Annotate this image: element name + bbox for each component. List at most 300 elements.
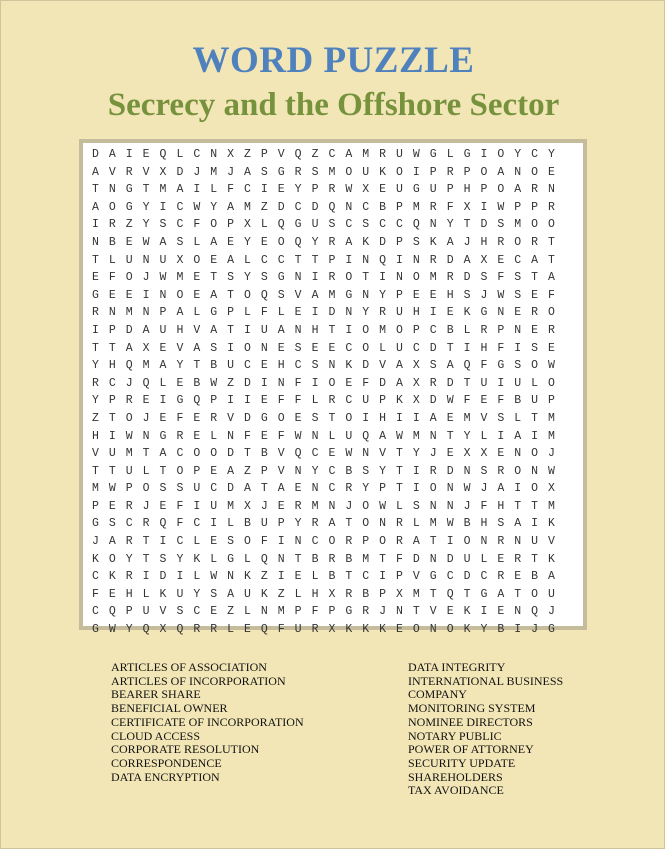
grid-letter[interactable]: U xyxy=(531,535,539,549)
grid-letter[interactable]: M xyxy=(548,411,555,425)
grid-letter[interactable]: I xyxy=(176,570,184,584)
grid-letter[interactable]: U xyxy=(362,394,370,408)
grid-letter[interactable]: Z xyxy=(311,148,319,161)
grid-letter[interactable]: E xyxy=(260,429,268,443)
grid-letter[interactable]: M xyxy=(429,271,437,285)
grid-letter[interactable]: H xyxy=(480,517,488,531)
grid-letter[interactable]: I xyxy=(480,200,488,214)
grid-letter[interactable]: N xyxy=(210,148,218,161)
grid-letter[interactable]: V xyxy=(548,535,555,549)
grid-letter[interactable]: P xyxy=(227,218,235,232)
grid-letter[interactable]: T xyxy=(531,552,539,566)
grid-letter[interactable]: Q xyxy=(277,218,285,232)
grid-letter[interactable]: Y xyxy=(480,623,488,637)
grid-letter[interactable]: Y xyxy=(379,464,387,478)
grid-letter[interactable]: L xyxy=(227,623,235,637)
grid-letter[interactable]: S xyxy=(412,499,420,513)
grid-letter[interactable]: M xyxy=(548,429,555,443)
grid-letter[interactable]: P xyxy=(193,464,201,478)
grid-letter[interactable]: D xyxy=(328,306,336,320)
grid-letter[interactable]: C xyxy=(193,605,201,619)
grid-letter[interactable]: T xyxy=(227,323,235,337)
grid-letter[interactable]: G xyxy=(159,429,167,443)
grid-letter[interactable]: L xyxy=(193,535,201,549)
grid-letter[interactable]: K xyxy=(379,623,387,637)
grid-letter[interactable]: E xyxy=(142,394,150,408)
grid-letter[interactable]: U xyxy=(396,148,403,161)
grid-letter[interactable]: Q xyxy=(176,623,184,637)
grid-letter[interactable]: Y xyxy=(362,306,370,320)
grid-letter[interactable]: E xyxy=(379,183,387,197)
grid-letter[interactable]: T xyxy=(108,341,116,355)
grid-letter[interactable]: E xyxy=(193,429,201,443)
grid-letter[interactable]: Q xyxy=(362,429,370,443)
grid-letter[interactable]: Q xyxy=(142,623,150,637)
grid-letter[interactable]: N xyxy=(277,552,285,566)
grid-letter[interactable]: I xyxy=(260,183,268,197)
grid-letter[interactable]: Y xyxy=(142,200,150,214)
grid-letter[interactable]: S xyxy=(328,218,336,232)
grid-letter[interactable]: O xyxy=(277,235,285,249)
grid-letter[interactable]: R xyxy=(446,165,454,179)
grid-letter[interactable]: G xyxy=(91,623,99,637)
grid-letter[interactable]: T xyxy=(531,499,539,513)
grid-letter[interactable]: N xyxy=(514,447,522,461)
grid-letter[interactable]: F xyxy=(480,359,488,373)
grid-letter[interactable]: N xyxy=(446,482,454,496)
grid-letter[interactable]: O xyxy=(531,587,539,601)
grid-letter[interactable]: P xyxy=(412,323,420,337)
grid-letter[interactable]: S xyxy=(362,218,370,232)
grid-letter[interactable]: L xyxy=(193,235,201,249)
grid-letter[interactable]: R xyxy=(345,587,353,601)
grid-letter[interactable]: I xyxy=(497,429,505,443)
grid-letter[interactable]: X xyxy=(362,183,370,197)
grid-letter[interactable]: N xyxy=(311,482,319,496)
grid-letter[interactable]: S xyxy=(260,271,268,285)
grid-letter[interactable]: E xyxy=(227,235,235,249)
grid-letter[interactable]: F xyxy=(260,306,268,320)
grid-letter[interactable]: U xyxy=(159,323,167,337)
grid-letter[interactable]: V xyxy=(294,288,302,302)
grid-letter[interactable]: C xyxy=(328,482,336,496)
grid-letter[interactable]: N xyxy=(412,253,420,267)
grid-letter[interactable]: Y xyxy=(125,623,133,637)
grid-letter[interactable]: N xyxy=(294,464,302,478)
grid-letter[interactable]: N xyxy=(227,570,235,584)
grid-letter[interactable]: T xyxy=(531,411,539,425)
grid-letter[interactable]: E xyxy=(193,411,201,425)
grid-letter[interactable]: F xyxy=(176,411,184,425)
grid-letter[interactable]: Q xyxy=(159,517,167,531)
grid-letter[interactable]: A xyxy=(159,447,167,461)
grid-letter[interactable]: U xyxy=(480,376,488,390)
grid-letter[interactable]: R xyxy=(497,570,505,584)
grid-letter[interactable]: P xyxy=(294,605,302,619)
grid-letter[interactable]: D xyxy=(91,148,99,161)
grid-letter[interactable]: A xyxy=(142,323,150,337)
grid-letter[interactable]: P xyxy=(396,288,403,302)
grid-letter[interactable]: C xyxy=(244,183,251,197)
grid-letter[interactable]: I xyxy=(345,253,353,267)
grid-letter[interactable]: R xyxy=(294,165,302,179)
grid-letter[interactable]: O xyxy=(396,165,403,179)
grid-letter[interactable]: D xyxy=(227,482,235,496)
grid-letter[interactable]: X xyxy=(396,587,403,601)
grid-letter[interactable]: T xyxy=(244,447,251,461)
grid-letter[interactable]: N xyxy=(429,499,437,513)
grid-letter[interactable]: J xyxy=(345,499,353,513)
grid-letter[interactable]: E xyxy=(277,499,285,513)
grid-letter[interactable]: Y xyxy=(294,183,302,197)
grid-letter[interactable]: U xyxy=(210,499,218,513)
grid-letter[interactable]: L xyxy=(142,464,150,478)
grid-letter[interactable]: L xyxy=(294,587,302,601)
grid-letter[interactable]: U xyxy=(396,183,403,197)
grid-letter[interactable]: P xyxy=(108,394,116,408)
grid-letter[interactable]: V xyxy=(91,447,99,461)
grid-letter[interactable]: C xyxy=(176,535,184,549)
grid-letter[interactable]: E xyxy=(311,341,319,355)
grid-letter[interactable]: N xyxy=(446,499,454,513)
grid-letter[interactable]: L xyxy=(463,323,471,337)
grid-letter[interactable]: U xyxy=(227,359,235,373)
grid-letter[interactable]: G xyxy=(429,148,437,161)
grid-letter[interactable]: G xyxy=(480,306,488,320)
grid-letter[interactable]: B xyxy=(446,323,454,337)
grid-letter[interactable]: D xyxy=(446,552,454,566)
grid-letter[interactable]: B xyxy=(210,359,218,373)
grid-letter[interactable]: R xyxy=(379,148,387,161)
grid-letter[interactable]: J xyxy=(227,165,235,179)
grid-letter[interactable]: U xyxy=(548,587,555,601)
grid-letter[interactable]: E xyxy=(159,341,167,355)
grid-letter[interactable]: C xyxy=(531,148,539,161)
grid-letter[interactable]: B xyxy=(463,517,471,531)
grid-letter[interactable]: A xyxy=(412,535,420,549)
grid-letter[interactable]: R xyxy=(429,200,437,214)
grid-letter[interactable]: G xyxy=(125,183,133,197)
grid-letter[interactable]: S xyxy=(311,165,319,179)
grid-letter[interactable]: Z xyxy=(227,376,235,390)
grid-letter[interactable]: P xyxy=(480,183,488,197)
grid-letter[interactable]: T xyxy=(91,341,99,355)
grid-letter[interactable]: P xyxy=(396,570,403,584)
grid-letter[interactable]: E xyxy=(210,253,218,267)
grid-letter[interactable]: A xyxy=(396,359,403,373)
grid-letter[interactable]: O xyxy=(531,447,539,461)
grid-letter[interactable]: A xyxy=(193,341,201,355)
grid-letter[interactable]: H xyxy=(108,359,116,373)
grid-letter[interactable]: P xyxy=(362,535,370,549)
grid-letter[interactable]: G xyxy=(91,288,99,302)
grid-letter[interactable]: D xyxy=(446,376,454,390)
grid-letter[interactable]: I xyxy=(125,148,133,161)
grid-letter[interactable]: R xyxy=(328,552,336,566)
grid-letter[interactable]: N xyxy=(311,429,319,443)
grid-letter[interactable]: T xyxy=(91,464,99,478)
grid-letter[interactable]: O xyxy=(497,148,505,161)
grid-letter[interactable]: A xyxy=(108,535,116,549)
grid-letter[interactable]: N xyxy=(362,288,370,302)
grid-letter[interactable]: W xyxy=(548,464,555,478)
grid-letter[interactable]: C xyxy=(328,148,336,161)
grid-letter[interactable]: C xyxy=(294,200,302,214)
grid-letter[interactable]: J xyxy=(142,271,150,285)
grid-letter[interactable]: S xyxy=(176,235,184,249)
grid-letter[interactable]: I xyxy=(193,183,201,197)
grid-letter[interactable]: I xyxy=(379,271,387,285)
grid-letter[interactable]: L xyxy=(210,552,218,566)
grid-letter[interactable]: S xyxy=(514,271,522,285)
grid-letter[interactable]: O xyxy=(244,288,251,302)
grid-letter[interactable]: I xyxy=(244,394,251,408)
grid-letter[interactable]: I xyxy=(142,288,150,302)
grid-letter[interactable]: N xyxy=(294,535,302,549)
grid-letter[interactable]: E xyxy=(531,288,539,302)
grid-letter[interactable]: J xyxy=(142,499,150,513)
grid-letter[interactable]: M xyxy=(548,499,555,513)
grid-letter[interactable]: O xyxy=(142,482,150,496)
grid-letter[interactable]: Y xyxy=(463,429,471,443)
grid-letter[interactable]: Y xyxy=(294,517,302,531)
grid-letter[interactable]: T xyxy=(311,253,319,267)
grid-letter[interactable]: T xyxy=(108,411,116,425)
grid-letter[interactable]: T xyxy=(210,271,218,285)
grid-letter[interactable]: O xyxy=(328,376,336,390)
grid-letter[interactable]: E xyxy=(159,411,167,425)
grid-letter[interactable]: Z xyxy=(260,570,268,584)
grid-letter[interactable]: N xyxy=(345,306,353,320)
grid-letter[interactable]: A xyxy=(108,148,116,161)
grid-letter[interactable]: J xyxy=(379,605,387,619)
grid-letter[interactable]: S xyxy=(227,271,235,285)
grid-letter[interactable]: U xyxy=(176,587,184,601)
grid-letter[interactable]: T xyxy=(159,464,167,478)
grid-letter[interactable]: U xyxy=(345,429,353,443)
grid-letter[interactable]: B xyxy=(362,587,370,601)
grid-letter[interactable]: P xyxy=(277,517,285,531)
grid-letter[interactable]: M xyxy=(91,482,99,496)
grid-letter[interactable]: U xyxy=(260,323,268,337)
grid-letter[interactable]: I xyxy=(497,376,505,390)
grid-letter[interactable]: F xyxy=(176,499,184,513)
grid-letter[interactable]: L xyxy=(210,429,218,443)
grid-letter[interactable]: I xyxy=(396,253,403,267)
grid-letter[interactable]: S xyxy=(531,341,539,355)
grid-letter[interactable]: E xyxy=(328,341,336,355)
grid-letter[interactable]: C xyxy=(193,148,201,161)
grid-letter[interactable]: J xyxy=(548,447,555,461)
grid-letter[interactable]: R xyxy=(345,535,353,549)
grid-letter[interactable]: T xyxy=(91,253,99,267)
grid-letter[interactable]: C xyxy=(396,218,403,232)
grid-letter[interactable]: Y xyxy=(311,464,319,478)
grid-letter[interactable]: J xyxy=(260,499,268,513)
grid-letter[interactable]: O xyxy=(514,235,522,249)
grid-letter[interactable]: D xyxy=(446,464,454,478)
grid-letter[interactable]: L xyxy=(142,587,150,601)
grid-letter[interactable]: A xyxy=(227,587,235,601)
grid-letter[interactable]: M xyxy=(210,165,218,179)
grid-letter[interactable]: N xyxy=(108,183,116,197)
grid-letter[interactable]: T xyxy=(446,429,454,443)
grid-letter[interactable]: M xyxy=(362,148,370,161)
grid-letter[interactable]: T xyxy=(396,447,403,461)
grid-letter[interactable]: J xyxy=(429,447,437,461)
grid-letter[interactable]: E xyxy=(497,552,505,566)
grid-letter[interactable]: U xyxy=(260,517,268,531)
grid-letter[interactable]: C xyxy=(412,341,420,355)
grid-letter[interactable]: L xyxy=(311,570,319,584)
grid-letter[interactable]: Q xyxy=(142,376,150,390)
grid-letter[interactable]: E xyxy=(294,411,302,425)
grid-letter[interactable]: T xyxy=(463,218,471,232)
grid-letter[interactable]: E xyxy=(531,323,539,337)
grid-letter[interactable]: I xyxy=(514,482,522,496)
grid-letter[interactable]: N xyxy=(480,535,488,549)
grid-letter[interactable]: I xyxy=(463,341,471,355)
grid-letter[interactable]: O xyxy=(210,218,218,232)
grid-letter[interactable]: P xyxy=(328,605,336,619)
grid-letter[interactable]: N xyxy=(159,288,167,302)
grid-letter[interactable]: M xyxy=(429,517,437,531)
grid-letter[interactable]: I xyxy=(227,341,235,355)
grid-letter[interactable]: F xyxy=(277,623,285,637)
grid-letter[interactable]: K xyxy=(379,165,387,179)
grid-letter[interactable]: F xyxy=(193,218,201,232)
grid-letter[interactable]: D xyxy=(277,200,285,214)
grid-letter[interactable]: O xyxy=(244,535,251,549)
grid-letter[interactable]: O xyxy=(531,218,539,232)
grid-letter[interactable]: M xyxy=(142,359,150,373)
grid-letter[interactable]: M xyxy=(125,306,133,320)
grid-letter[interactable]: I xyxy=(362,411,370,425)
grid-letter[interactable]: O xyxy=(429,482,437,496)
grid-letter[interactable]: P xyxy=(260,148,268,161)
grid-letter[interactable]: K xyxy=(159,587,167,601)
grid-letter[interactable]: H xyxy=(446,288,454,302)
grid-letter[interactable]: P xyxy=(260,464,268,478)
grid-letter[interactable]: C xyxy=(345,341,353,355)
grid-letter[interactable]: F xyxy=(463,394,471,408)
grid-letter[interactable]: R xyxy=(125,570,133,584)
grid-letter[interactable]: X xyxy=(159,165,167,179)
grid-letter[interactable]: I xyxy=(311,306,319,320)
grid-letter[interactable]: T xyxy=(142,552,150,566)
grid-letter[interactable]: K xyxy=(463,623,471,637)
grid-letter[interactable]: R xyxy=(497,235,505,249)
grid-letter[interactable]: O xyxy=(328,535,336,549)
grid-letter[interactable]: P xyxy=(446,183,454,197)
grid-letter[interactable]: B xyxy=(497,623,505,637)
grid-letter[interactable]: I xyxy=(412,411,420,425)
grid-letter[interactable]: R xyxy=(125,394,133,408)
grid-letter[interactable]: I xyxy=(480,148,488,161)
grid-letter[interactable]: T xyxy=(91,183,99,197)
grid-letter[interactable]: X xyxy=(142,341,150,355)
grid-letter[interactable]: E xyxy=(328,447,336,461)
grid-letter[interactable]: C xyxy=(446,570,454,584)
grid-letter[interactable]: L xyxy=(260,218,268,232)
grid-letter[interactable]: C xyxy=(244,359,251,373)
grid-letter[interactable]: B xyxy=(108,235,116,249)
grid-letter[interactable]: O xyxy=(548,218,555,232)
grid-letter[interactable]: B xyxy=(244,517,251,531)
grid-letter[interactable]: O xyxy=(514,464,522,478)
grid-letter[interactable]: T xyxy=(260,482,268,496)
grid-letter[interactable]: W xyxy=(159,271,167,285)
grid-letter[interactable]: Q xyxy=(412,218,420,232)
grid-letter[interactable]: F xyxy=(497,271,505,285)
grid-letter[interactable]: X xyxy=(244,218,251,232)
grid-letter[interactable]: A xyxy=(227,464,235,478)
grid-letter[interactable]: O xyxy=(531,165,539,179)
grid-letter[interactable]: H xyxy=(277,359,285,373)
grid-letter[interactable]: C xyxy=(362,570,370,584)
grid-letter[interactable]: U xyxy=(396,341,403,355)
grid-letter[interactable]: P xyxy=(514,200,522,214)
grid-letter[interactable]: U xyxy=(514,376,522,390)
grid-letter[interactable]: L xyxy=(531,376,539,390)
grid-letter[interactable]: S xyxy=(294,341,302,355)
grid-letter[interactable]: R xyxy=(328,183,336,197)
grid-letter[interactable]: G xyxy=(210,306,218,320)
grid-letter[interactable]: Q xyxy=(294,235,302,249)
grid-letter[interactable]: F xyxy=(480,499,488,513)
grid-letter[interactable]: V xyxy=(379,447,387,461)
grid-letter[interactable]: F xyxy=(294,376,302,390)
grid-letter[interactable]: I xyxy=(244,323,251,337)
grid-letter[interactable]: R xyxy=(125,535,133,549)
grid-letter[interactable]: J xyxy=(463,235,471,249)
grid-letter[interactable]: I xyxy=(277,570,285,584)
grid-letter[interactable]: C xyxy=(210,482,218,496)
grid-letter[interactable]: M xyxy=(514,218,522,232)
grid-letter[interactable]: R xyxy=(514,552,522,566)
grid-letter[interactable]: E xyxy=(193,288,201,302)
grid-letter[interactable]: E xyxy=(277,183,285,197)
grid-letter[interactable]: E xyxy=(108,587,116,601)
grid-letter[interactable]: R xyxy=(91,306,99,320)
grid-letter[interactable]: C xyxy=(480,570,488,584)
grid-letter[interactable]: F xyxy=(260,535,268,549)
grid-letter[interactable]: A xyxy=(548,570,555,584)
grid-letter[interactable]: X xyxy=(328,587,336,601)
grid-letter[interactable]: P xyxy=(159,306,167,320)
grid-letter[interactable]: S xyxy=(497,218,505,232)
grid-letter[interactable]: G xyxy=(412,183,420,197)
grid-letter[interactable]: K xyxy=(108,570,116,584)
grid-letter[interactable]: H xyxy=(311,587,319,601)
grid-letter[interactable]: E xyxy=(260,359,268,373)
grid-letter[interactable]: I xyxy=(412,482,420,496)
grid-letter[interactable]: R xyxy=(548,323,555,337)
grid-letter[interactable]: I xyxy=(91,218,99,232)
grid-letter[interactable]: A xyxy=(497,587,505,601)
grid-letter[interactable]: C xyxy=(91,570,99,584)
grid-letter[interactable]: R xyxy=(193,623,201,637)
grid-letter[interactable]: F xyxy=(548,288,555,302)
grid-letter[interactable]: Q xyxy=(379,253,387,267)
grid-letter[interactable]: X xyxy=(244,499,251,513)
grid-letter[interactable]: Y xyxy=(176,552,184,566)
grid-letter[interactable]: W xyxy=(446,394,454,408)
grid-letter[interactable]: G xyxy=(345,288,353,302)
grid-letter[interactable]: R xyxy=(176,429,184,443)
grid-letter[interactable]: Z xyxy=(125,218,133,232)
grid-letter[interactable]: D xyxy=(362,359,370,373)
